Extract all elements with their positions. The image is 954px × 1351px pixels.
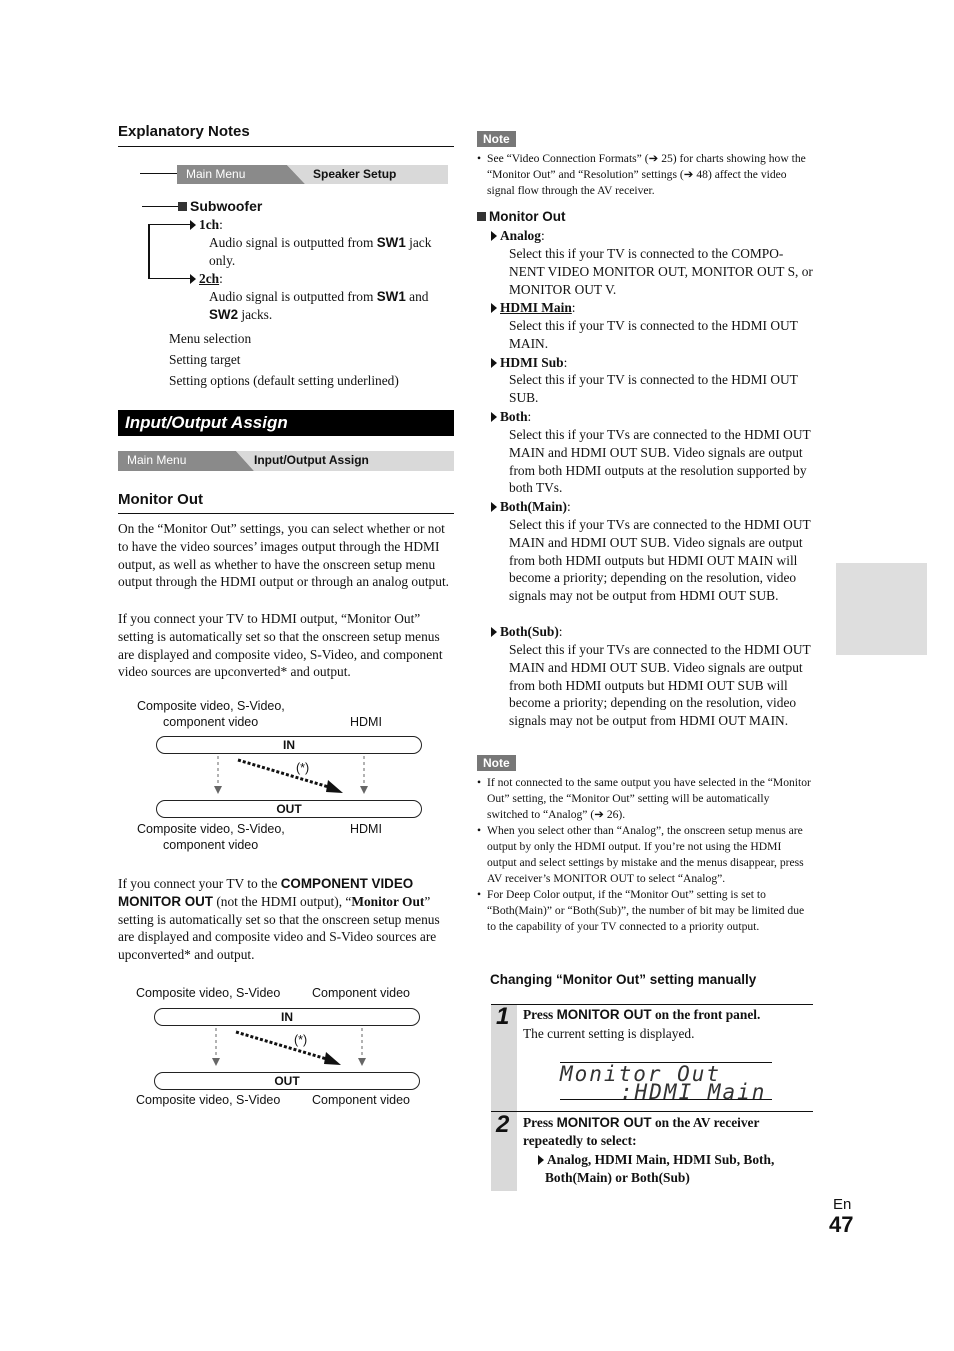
opt-hdmi-sub: HDMI Sub: bbox=[491, 354, 567, 372]
note-2-item: • For Deep Color output, if the “Monitor Out” setting is set to “Both(Main)” or “Both(Sub)”, the number of bit may be limited due to the capability of your TV connected to a priority output. bbox=[477, 887, 813, 935]
diag1-top-right: HDMI bbox=[350, 715, 382, 729]
opt-analog: Analog: bbox=[491, 227, 545, 245]
diag2-top-left: Composite video, S-Video bbox=[136, 986, 281, 1000]
triangle-icon bbox=[491, 502, 497, 512]
pointer-line bbox=[142, 206, 178, 207]
note-2-item: • If not connected to the same output you have selected in the “Monitor Out” setting, the “Monitor Out” setting will be automatically switched to “Analog” (➔ 26). bbox=[477, 775, 813, 823]
diag2-out-pill: OUT bbox=[154, 1072, 420, 1090]
diag2-bot-right: Component video bbox=[312, 1093, 410, 1107]
triangle-icon bbox=[491, 627, 497, 637]
side-tab bbox=[836, 563, 927, 655]
triangle-icon bbox=[491, 358, 497, 368]
monitor-out-title: Monitor Out bbox=[118, 491, 203, 508]
step-2-options: Analog, HDMI Main, HDMI Sub, Both, Both(Main) or Both(Sub) bbox=[538, 1151, 817, 1187]
diag2-bot-left: Composite video, S-Video bbox=[136, 1093, 281, 1107]
square-bullet-icon bbox=[178, 202, 187, 211]
diag1-top-left-1: Composite video, S-Video, bbox=[137, 699, 285, 713]
opt-both-sub-desc: Select this if your TVs are connected to the HDMI OUT MAIN and HDMI OUT SUB. Video signals are output from both HDMI outputs but HDMI OUT SUB will become a priority; depending on the resolution, video signals may not be output from HDMI OUT MAIN. bbox=[509, 642, 811, 729]
legend-setting-target: Setting target bbox=[169, 352, 241, 367]
note-1: • See “Video Connection Formats” (➔ 25) for charts showing how the “Monitor Out” and “Resolution” settings (➔ 48) affect the video signal flow through the AV receiver. bbox=[477, 151, 813, 199]
section-title: Input/Output Assign bbox=[125, 413, 288, 432]
para-2: If you connect your TV to HDMI output, “Monitor Out” setting is automatically set so that the onscreen setup menus are displayed and composite video, S-Video, and component video sources are upconverted* and output. bbox=[118, 611, 443, 680]
bracket-line bbox=[148, 224, 190, 225]
opt-both-sub: Both(Sub): bbox=[491, 623, 563, 641]
opt-both-desc: Select this if your TVs are connected to the HDMI OUT MAIN and HDMI OUT SUB. Video signals are output from both HDMI outputs at the resolution supported by both TVs. bbox=[509, 427, 811, 496]
triangle-icon bbox=[538, 1155, 544, 1165]
page-lang: En bbox=[833, 1196, 852, 1213]
diag2-top-right: Component video bbox=[312, 986, 410, 1000]
bracket-line bbox=[148, 224, 150, 279]
opt-both-main: Both(Main): bbox=[491, 498, 571, 516]
diag1-bot-right: HDMI bbox=[350, 822, 382, 836]
divider bbox=[491, 1111, 813, 1112]
step-2-number: 2 bbox=[496, 1111, 510, 1138]
lcd-line-1: Monitor Out bbox=[560, 1062, 722, 1086]
diag1-top-left-2: component video bbox=[163, 715, 259, 729]
note-tag-2: Note bbox=[477, 755, 516, 771]
changing-title: Changing “Monitor Out” setting manually bbox=[490, 972, 757, 987]
opt-hdmi-sub-desc: Select this if your TV is connected to the HDMI OUT SUB. bbox=[509, 372, 798, 405]
opt-both-main-desc: Select this if your TVs are connected to the HDMI OUT MAIN and HDMI OUT SUB. Video signals are output from both HDMI outputs but HDMI OUT MAIN will become a priority; depending on the resolution, video signals may not be output from HDMI OUT SUB. bbox=[509, 517, 811, 604]
opt-hdmi-main-desc: Select this if your TV is connected to the HDMI OUT MAIN. bbox=[509, 318, 798, 351]
main-menu-label: Main Menu bbox=[127, 453, 187, 467]
square-bullet-icon bbox=[477, 212, 486, 221]
opt-hdmi-main: HDMI Main: bbox=[491, 299, 576, 317]
diag1-bot-left-1: Composite video, S-Video, bbox=[137, 822, 285, 836]
io-assign-label: Input/Output Assign bbox=[254, 453, 369, 467]
diag1-in-pill: IN bbox=[156, 736, 422, 754]
menu-tab-strip bbox=[177, 165, 448, 184]
monitor-out-heading: Monitor Out bbox=[477, 209, 565, 224]
speaker-setup-label: Speaker Setup bbox=[313, 167, 397, 181]
diag2-arrows bbox=[198, 1026, 388, 1072]
diag1-arrows bbox=[200, 754, 390, 800]
pointer-line bbox=[140, 173, 178, 174]
para-3: If you connect your TV to the COMPONENT VIDEO MONITOR OUT (not the HDMI output), “Monitor Out” setting is automatically set so that the onscreen setup menus are displayed and composite video and S-Video sources are upconverted* and output. bbox=[118, 876, 440, 963]
triangle-icon bbox=[190, 274, 196, 284]
explanatory-notes-title: Explanatory Notes bbox=[118, 123, 250, 140]
diag2-star: (*) bbox=[294, 1033, 308, 1047]
legend-menu-selection: Menu selection bbox=[169, 331, 252, 346]
divider bbox=[491, 1004, 813, 1005]
step-2-text: Press MONITOR OUT on the AV receiver repeatedly to select: bbox=[523, 1115, 760, 1148]
bracket-line bbox=[148, 278, 190, 279]
note-2-item: • When you select other than “Analog”, the onscreen setup menus are output by only the HDMI output. If you’re not using the HDMI output and select settings by mistake and the menus disappear, press AV receiver’s MONITOR OUT to select “Analog”. bbox=[477, 823, 813, 887]
option-2ch: 2ch: bbox=[190, 270, 223, 288]
divider bbox=[118, 146, 454, 147]
triangle-icon bbox=[491, 303, 497, 313]
note-2-list bbox=[477, 775, 813, 935]
opt-both: Both: bbox=[491, 408, 531, 426]
option-1ch-desc: Audio signal is outputted from SW1 jack only. bbox=[209, 235, 432, 268]
diag1-out-pill: OUT bbox=[156, 800, 422, 818]
opt-analog-desc: Select this if your TV is connected to the COMPO-NENT VIDEO MONITOR OUT, MONITOR OUT S, or MONITOR OUT V. bbox=[509, 246, 813, 297]
step-1-text: Press MONITOR OUT on the front panel. bbox=[523, 1007, 761, 1022]
diag2-in-pill: IN bbox=[154, 1008, 420, 1026]
lcd-line-2: :HDMI Main bbox=[620, 1080, 767, 1104]
diag1-bot-left-2: component video bbox=[163, 838, 259, 852]
step-1-sub: The current setting is displayed. bbox=[523, 1026, 695, 1041]
triangle-icon bbox=[190, 220, 196, 230]
divider bbox=[118, 513, 454, 514]
para-1: On the “Monitor Out” settings, you can select whether or not to have the video sources’ images output through the HDMI output, as well as whether to have the onscreen setup menu output through the HDMI output or through an analog output. bbox=[118, 521, 450, 590]
diag1-star: (*) bbox=[296, 761, 310, 775]
page-number: 47 bbox=[829, 1212, 854, 1237]
option-2ch-desc: Audio signal is outputted from SW1 and SW2 jacks. bbox=[209, 289, 429, 322]
section-banner bbox=[118, 410, 454, 436]
lcd-bottom-line bbox=[560, 1099, 772, 1100]
step-1-number: 1 bbox=[496, 1003, 510, 1030]
triangle-icon bbox=[491, 412, 497, 422]
main-menu-label: Main Menu bbox=[186, 167, 246, 181]
note-tag: Note bbox=[477, 131, 516, 147]
legend-setting-options: Setting options (default setting underlined) bbox=[169, 373, 399, 388]
option-1ch: 1ch: bbox=[190, 216, 223, 234]
menu-tab-strip-2 bbox=[118, 451, 454, 470]
subwoofer-label: Subwoofer bbox=[178, 198, 262, 214]
triangle-icon bbox=[491, 231, 497, 241]
